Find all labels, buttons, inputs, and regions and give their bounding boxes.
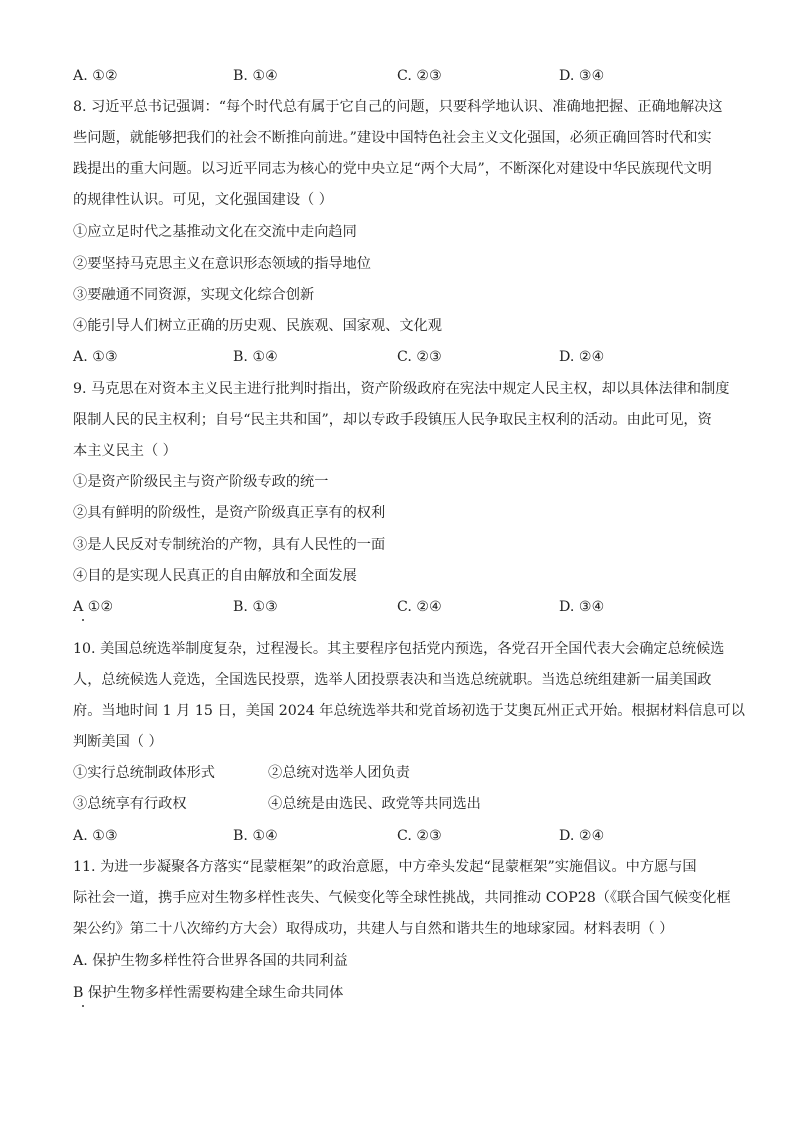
q10-statement-4: ④总统是由选民、政党等共同选出 (268, 796, 481, 812)
q7-option-b: B. ①④ (233, 68, 278, 84)
q10-option-b: B. ①④ (233, 828, 278, 844)
q10-stem-line: 10. 美国总统选举制度复杂，过程漫长。其主要程序包括党内预选，各党召开全国代表大会确定总统候选 (73, 641, 725, 657)
q8-statement-3: ③要融通不同资源，实现文化综合创新 (73, 287, 315, 303)
q7-option-d: D. ③④ (559, 68, 605, 84)
q8-stem-line: 些问题，就能够把我们的社会不断推向前进。”建设中国特色社会主义文化强国，必须正确回答时代和实 (73, 130, 712, 146)
q9-statement-4: ④目的是实现人民真正的自由解放和全面发展 (73, 568, 357, 584)
q9-option-a: A ①② (73, 599, 114, 615)
q10-statement-3: ③总统享有行政权 (73, 796, 187, 812)
q11-stem-line: 架公约》第二十八次缔约方大会）取得成功，共建人与自然和谐共生的地球家园。材料表明（ ） (73, 921, 674, 937)
q8-statement-2: ②要坚持马克思主义在意识形态领域的指导地位 (73, 256, 371, 272)
q8-stem-line: 8. 习近平总书记强调：“每个时代总有属于它自己的问题，只要科学地认识、准确地把握、正确地解决这 (73, 99, 723, 115)
scan-speck (82, 619, 84, 621)
q8-statement-1: ①应立足时代之基推动文化在交流中走向趋同 (73, 224, 357, 240)
q9-option-c: C. ②④ (397, 599, 442, 615)
q9-stem-line: 限制人民的民主权利；自号“民主共和国”，却以专政手段镇压人民争取民主权利的活动。由此可见，资 (73, 412, 712, 428)
q7-option-c: C. ②③ (397, 68, 442, 84)
q10-stem-line: 府。当地时间 1 月 15 日，美国 2024 年总统选举共和党首场初选于艾奥瓦州正式开始。根据材料信息可以 (73, 703, 745, 719)
q9-statement-3: ③是人民反对专制统治的产物，具有人民性的一面 (73, 537, 386, 553)
q8-option-c: C. ②③ (397, 349, 442, 365)
q10-statement-1: ①实行总统制政体形式 (73, 765, 215, 781)
q8-stem-line: 的规律性认识。可见，文化强国建设（ ） (73, 192, 333, 208)
q10-option-a: A. ①③ (73, 828, 118, 844)
q9-option-d: D. ③④ (559, 599, 605, 615)
q11-stem-line: 际社会一道，携手应对生物多样性丧失、气候变化等全球性挑战，共同推动 COP28（《联合国气候变化框 (73, 890, 731, 906)
q8-stem-line: 践提出的重大问题。以习近平同志为核心的党中央立足“两个大局”，不断深化对建设中华民族现代文明 (73, 161, 712, 177)
q8-statement-4: ④能引导人们树立正确的历史观、民族观、国家观、文化观 (73, 318, 442, 334)
q10-stem-line: 人，总统候选人竞选，全国选民投票，选举人团投票表决和当选总统就职。当选总统组建新一届美国政 (73, 672, 712, 688)
q10-option-c: C. ②③ (397, 828, 442, 844)
q10-stem-line: 判断美国（ ） (73, 734, 163, 750)
q10-option-d: D. ②④ (559, 828, 605, 844)
q9-option-b: B. ①③ (233, 599, 278, 615)
q9-stem-line: 本主义民主（ ） (73, 443, 177, 459)
q11-stem-line: 11. 为进一步凝聚各方落实“昆蒙框架”的政治意愿，中方牵头发起“昆蒙框架”实施倡议。中方愿与国 (73, 859, 697, 875)
q8-option-d: D. ②④ (559, 349, 605, 365)
q7-option-a: A. ①② (73, 68, 118, 84)
q8-option-b: B. ①④ (233, 349, 278, 365)
q8-option-a: A. ①③ (73, 349, 118, 365)
q9-stem-line: 9. 马克思在对资本主义民主进行批判时指出，资产阶级政府在宪法中规定人民主权，却以具体法律和制度 (73, 381, 730, 397)
q9-statement-1: ①是资产阶级民主与资产阶级专政的统一 (73, 474, 329, 490)
q11-choice-b: B 保护生物多样性需要构建全球生命共同体 (73, 985, 344, 1001)
q11-choice-a: A. 保护生物多样性符合世界各国的共同利益 (73, 953, 348, 969)
q9-statement-2: ②具有鲜明的阶级性，是资产阶级真正享有的权利 (73, 505, 386, 521)
scan-speck (82, 1005, 84, 1007)
q10-statement-2: ②总统对选举人团负责 (268, 765, 410, 781)
